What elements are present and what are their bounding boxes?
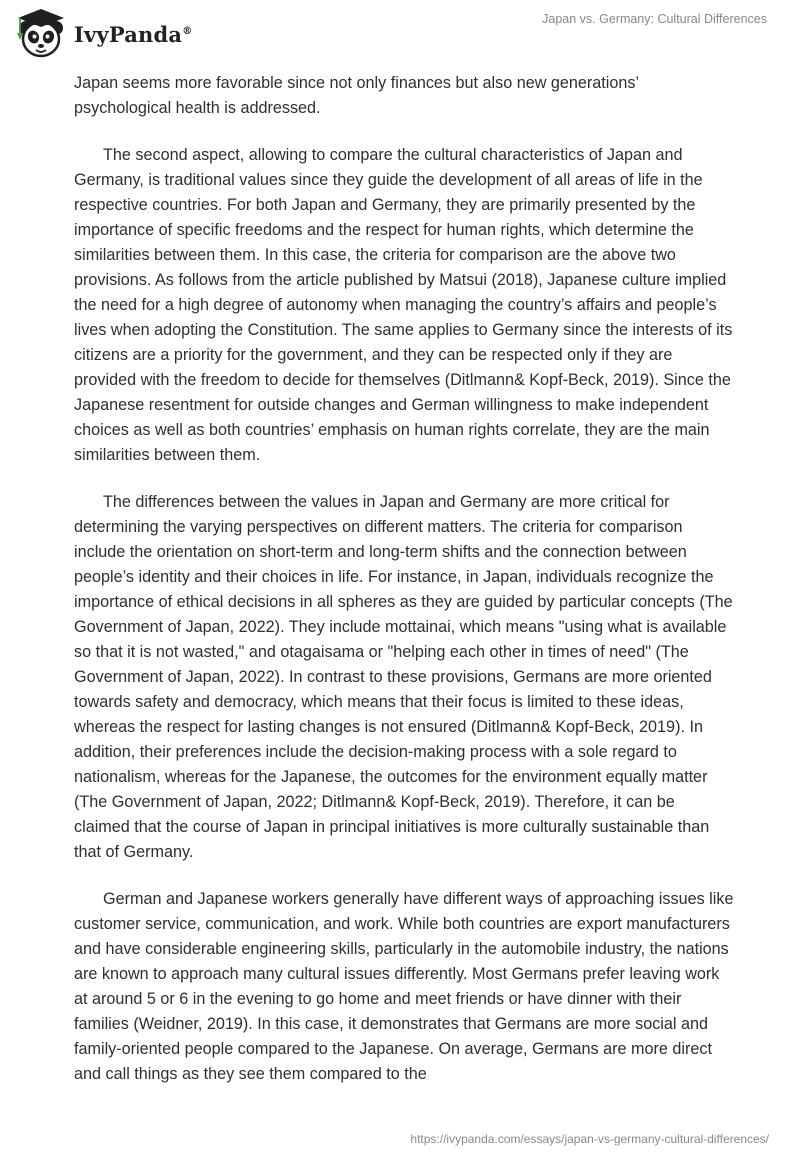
brand-name bbox=[74, 22, 192, 47]
page-header bbox=[0, 0, 800, 70]
brand-text: IvyPanda bbox=[74, 21, 183, 47]
paragraph-3: The differences between the values in Japan and Germany are more critical for determining the varying perspectives on different matters. The criteria for comparison include the orientation on short-term and long-term shifts and the connection between people’s identity and their choices in life. For instance, in Japan, individuals recognize the importance of ethical decisions in all spheres as they are guided by particular concepts (The Government of Japan, 2022). They include mottainai, which means "using what is available so that it is not wasted," and otagaisama or "helping each other in times of need" (The Government of Japan, 2022). In contrast to these provisions, Germans are more oriented towards safety and democracy, which means that their focus is limited to these ideas, whereas the respect for lasting changes is not ensured (Ditlmann& Kopf-Beck, 2019). In addition, their preferences include the decision-making process with a sole regard to nationalism, whereas for the Japanese, the outcomes for the environment equally matter (The Government of Japan, 2022; Ditlmann& Kopf-Beck, 2019). Therefore, it can be claimed that the course of Japan in principal initiatives is more culturally sustainable than that of Germany. bbox=[74, 493, 733, 861]
paragraph-1: Japan seems more favorable since not only finances but also new generations’ psychological health is addressed. bbox=[74, 74, 639, 117]
essay-body bbox=[74, 71, 734, 1109]
document-title: Japan vs. Germany: Cultural Differences bbox=[542, 12, 767, 26]
ivypanda-logo[interactable] bbox=[14, 6, 192, 62]
paragraph-4: German and Japanese workers generally have different ways of approaching issues like customer service, communication, and work. While both countries are export manufacturers and have considerable engineering skills, particularly in the automobile industry, the nations are known to approach many cultural issues differently. Most Germans prefer leaving work at around 5 or 6 in the evening to go home and meet friends or have dinner with their families (Weidner, 2019). In this case, it demonstrates that Germans are more social and family-oriented people compared to the Japanese. On average, Germans are more direct and call things as they see them compared to the bbox=[74, 890, 734, 1083]
page-url[interactable]: https://ivypanda.com/essays/japan-vs-germany-cultural-differences/ bbox=[410, 1132, 769, 1146]
panda-graduate-icon bbox=[14, 6, 70, 62]
registered-mark: ® bbox=[182, 25, 193, 37]
paragraph-2: The second aspect, allowing to compare the cultural characteristics of Japan and Germany, is traditional values since they guide the development of all areas of life in the respective countries. For both Japan and Germany, they are primarily presented by the importance of specific freedoms and the respect for human rights, which determine the similarities between them. In this case, the criteria for comparison are the above two provisions. As follows from the article published by Matsui (2018), Japanese culture implied the need for a high degree of autonomy when managing the country’s affairs and people’s lives when adopting the Constitution. The same applies to Germany since the interests of its citizens are a priority for the government, and they can be respected only if they are provided with the freedom to decide for themselves (Ditlmann& Kopf-Beck, 2019). Since the Japanese resentment for outside changes and German willingness to make independent choices as well as both countries’ emphasis on human rights correlate, they are the main similarities between them. bbox=[74, 146, 733, 464]
